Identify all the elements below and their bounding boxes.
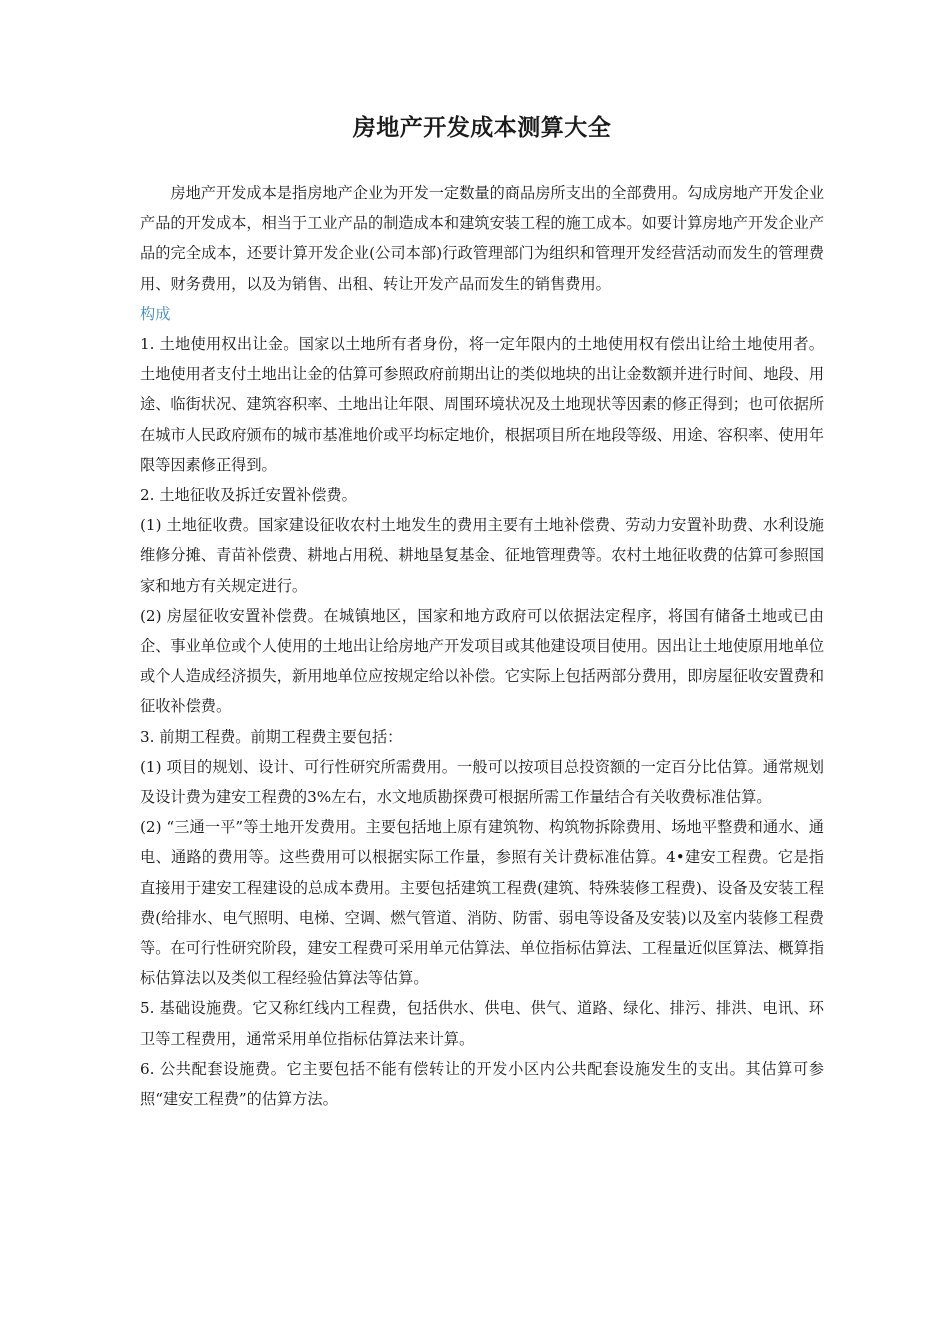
document-title: 房地产开发成本测算大全 [352, 115, 612, 141]
section-heading-link[interactable]: 构成 [140, 304, 171, 323]
intro-paragraph: 房地产开发成本是指房地产企业为开发一定数量的商品房所支出的全部费用。勾成房地产开发企业产品的开发成本，相当于工业产品的制造成本和建筑安装工程的施工成本。如要计算房地产开发企业产品的完全成本，还要计算开发企业(公司本部)行政管理部门为组织和管理开发经营活动而发生的管理费用、财务费用，以及为销售、出租、转让开发产品而发生的销售费用。 [140, 184, 824, 293]
paragraph-land-acquisition-heading: 2. 土地征收及拆迁安置补偿费。 [140, 486, 357, 505]
paragraph-public-facilities-fee: 6. 公共配套设施费。它主要包括不能有偿转让的开发小区内公共配套设施发生的支出。其估算可参照“建安工程费”的估算方法。 [140, 1059, 824, 1109]
document-page [140, 108, 824, 1114]
paragraph-land-acquisition-fee: (1) 土地征收费。国家建设征收农村土地发生的费用主要有土地补偿费、劳动力安置补助费、水利设施维修分摊、青苗补偿费、耕地占用税、耕地垦复基金、征地管理费等。农村土地征收费的估算可参照国家和地方有关规定进行。 [140, 516, 824, 595]
paragraph-housing-compensation: (2) 房屋征收安置补偿费。在城镇地区，国家和地方政府可以依据法定程序，将国有储备土地或已由企、事业单位或个人使用的土地出让给房地产开发项目或其他建设项目使用。因出让土地使原用地单位或个人造成经济损失，新用地单位应按规定给以补偿。它实际上包括两部分费用，即房屋征收安置费和征收补偿费。 [140, 606, 824, 716]
paragraph-infrastructure-fee: 5. 基础设施费。它又称红线内工程费，包括供水、供电、供气、道路、绿化、排污、排洪、电讯、环卫等工程费用，通常采用单位指标估算法来计算。 [140, 999, 824, 1048]
paragraph-planning-design-fee: (1) 项目的规划、设计、可行性研究所需费用。一般可以按项目总投资额的一定百分比估算。通常规划及设计费为建安工程费的3%左右，水文地质勘探费可根据所需工作量结合有关收费标准估算。 [140, 757, 824, 807]
paragraph-land-development-construction: (2) “三通一平”等土地开发费用。主要包括地上原有建筑物、构筑物拆除费用、场地平整费和通水、通电、通路的费用等。这些费用可以根据实际工作量，参照有关计费标准估算。4•建安工程费。它是指直接用于建安工程建设的总成本费用。主要包括建筑工程费(建筑、特殊装修工程费)、设备及安装工程费(给排水、电气照明、电梯、空调、燃气管道、消防、防雷、弱电等设备及安装)以及室内装修工程费等。在可行性研究阶段，建安工程费可采用单元估算法、单位指标估算法、工程量近似匡算法、概算指标估算法以及类似工程经验估算法等估算。 [140, 818, 824, 988]
paragraph-land-transfer-fee: 1. 土地使用权出让金。国家以土地所有者身份，将一定年限内的土地使用权有偿出让给土地使用者。土地使用者支付土地出让金的估算可参照政府前期出让的类似地块的出让金数额并进行时间、地段、用途、临街状况、建筑容积率、土地出让年限、周围环境状况及土地现状等因素的修正得到；也可依据所在城市人民政府颁布的城市基准地价或平均标定地价，根据项目所在地段等级、用途、容积率、使用年限等因素修正得到。 [140, 335, 824, 474]
paragraph-preliminary-works-heading: 3. 前期工程费。前期工程费主要包括： [140, 727, 403, 746]
